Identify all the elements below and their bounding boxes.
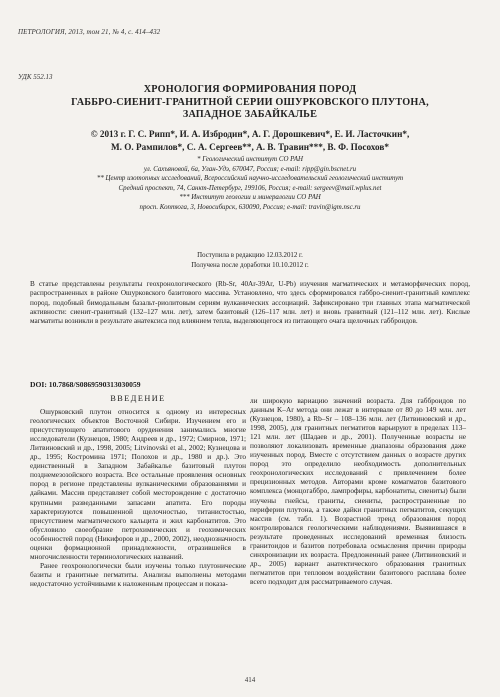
author-list (30, 128, 470, 153)
section-title: ВВЕДЕНИЕ (110, 394, 166, 403)
affiliation-line: просп. Коптюга, 3, Новосибирск, 630090, Россия; e-mail: travin@igm.nsc.ru (139, 203, 361, 211)
revised-date: Получена после доработки 10.10.2012 г. (191, 261, 309, 269)
affiliation-line: ** Центр изотопных исследований, Всероссийский научно-исследовательский геологический институт (96, 175, 404, 183)
body-paragraph: Ошурковский плутон относится к одному из интересных геологических объектов Восточной Сибири. Изучением его и присутствующего апатитового оруденения занимались многие исследователи (Кузнецов, 1980; Андреев и др., 1972; Смирнов, 1971; Литвиновский и др., 1998, 2005; Litvinovski et al., 2002; Кузнецова и др., 1995; Костромина 1971; Полохов и др., 1980 и др.). Это единственный в Западном Забайкалье базитовый плутон позднемезозойского возраста. Все остальные проявления основных пород в регионе представлены вулканическими образованиями и дайками. Массив представляет собой месторождение с достаточно крупными разведанными запасами апатита. Его породы характеризуются повышенной щелочностью, титанистостью, присутствием магматического кальцита и жил карбонатитов. Это обусловило своеобразие петрохимических и геохимических особенностей пород (Никифоров и др., 2000, 2002), неоднозначность оценки формационной принадлежности, отразившейся в многочисленности терминологических названий. (30, 407, 246, 561)
running-head: ПЕТРОЛОГИЯ, 2013, том 21, № 4, с. 414–432 (18, 28, 161, 36)
author-line: М. О. Рампилов*, С. А. Сергеев**, А. В. Травин***, В. Ф. Посохов* (111, 141, 389, 152)
body-paragraph: ли широкую вариацию значений возраста. Для габброидов по данным K–Ar метода они лежат в интервале от 80 до 149 млн. лет (Кузнецов, 1980), а Rb–Sr – 108–136 млн. лет (Литвиновский и др., 1998, 2005), для гранитных пегматитов варьируют в пределах 113–121 млн. лет (Шадаев и др., 2001). Полученные возрасты не позволяют локализовать временные диапазоны образования даже изученных пород. Вместе с отсутствием данных о возрасте других пород это определило необходимость дополнительных геохронологических исследований с привлечением более прецизионных методов. Авторами кроме комагматов базитового комплекса (монцогаббро, лампрофиры, карбонатиты, сиениты) были изучены гнейсы, граниты, сиениты, распространенные по периферии плутона, а также дайки гранитных пегматитов, секущих массив (см. табл. 1). Возрастной тренд образования пород контролировался геологическими наблюдениями. Выявившаяся в результате проведенных исследований временная близость гранитоидов и базитов потребовала осмысления причин природы синхронизации их возраста. Предложенный ранее (Литвиновский и др., 2005) вариант анатектического образования гранитных пегматитов при тепловом воздействии базитового расплава более всего подходит для рассматриваемого случая. (250, 396, 466, 586)
left-column (30, 391, 246, 588)
page-number: 414 (244, 676, 256, 684)
affiliation-line: * Геологический институт СО РАН (197, 156, 303, 163)
title-line: ХРОНОЛОГИЯ ФОРМИРОВАНИЯ ПОРОД (143, 84, 357, 95)
affiliation-line: Средний проспект, 74, Санкт-Петербург, 199106, Россия; e-mail: sergeev@mail.wplus.net (118, 184, 382, 192)
received-dates (30, 251, 470, 270)
title-line: ЗАПАДНОЕ ЗАБАЙКАЛЬЕ (182, 109, 318, 120)
received-date: Поступила в редакцию 12.03.2012 г. (197, 252, 303, 259)
affiliations (30, 155, 470, 213)
title-line: ГАББРО-СИЕНИТ-ГРАНИТНОЙ СЕРИИ ОШУРКОВСКОГО ПЛУТОНА, (71, 96, 429, 108)
article-title (30, 84, 470, 122)
affiliation-line: *** Институт геологии и минералогии СО РАН (179, 194, 321, 202)
udk-code: УДК 552.13 (18, 73, 53, 81)
affiliation-line: ул. Сахъяновой, 6а, Улан-Удэ, 670047, Россия; e-mail: ripp@gin.bscnet.ru (143, 165, 357, 173)
author-line: © 2013 г. Г. С. Рипп*, И. А. Избродин*, А. Г. Дорошкевич*, Е. И. Ласточкин*, (90, 129, 410, 139)
body-paragraph: Ранее геохронологически были изучены только плутонические базиты и гранитные пегматиты. Анализы выполнены методами недостаточно устойчивыми к наложенным процессам и показа- (30, 560, 246, 588)
right-column (250, 396, 466, 586)
doi-link[interactable]: DOI: 10.7868/S0869590313030059 (30, 380, 141, 389)
abstract: В статье представлены результаты геохронологического (Rb-Sr, 40Ar-39Ar, U-Pb) изучения магматических и метаморфических пород, распространенных в районе Ошурковского базитового массива. Установлено, что здесь сформировался габбро-сиенит-гранитный комплекс пород, подобный бимодальным базальт-риолитовым сериям вулканических ассоциаций. Зафиксировано три главных этапа магматической активности: сиенит-гранитный (132–127 млн. лет), затем базитовый (126–117 млн. лет) и вновь гранитный (121–112 млн. лет). Кислые магматиты возникли в результате анатексиса под влиянием тепла, выделяющегося из питающего очага щелочных габброидов. (30, 280, 470, 326)
